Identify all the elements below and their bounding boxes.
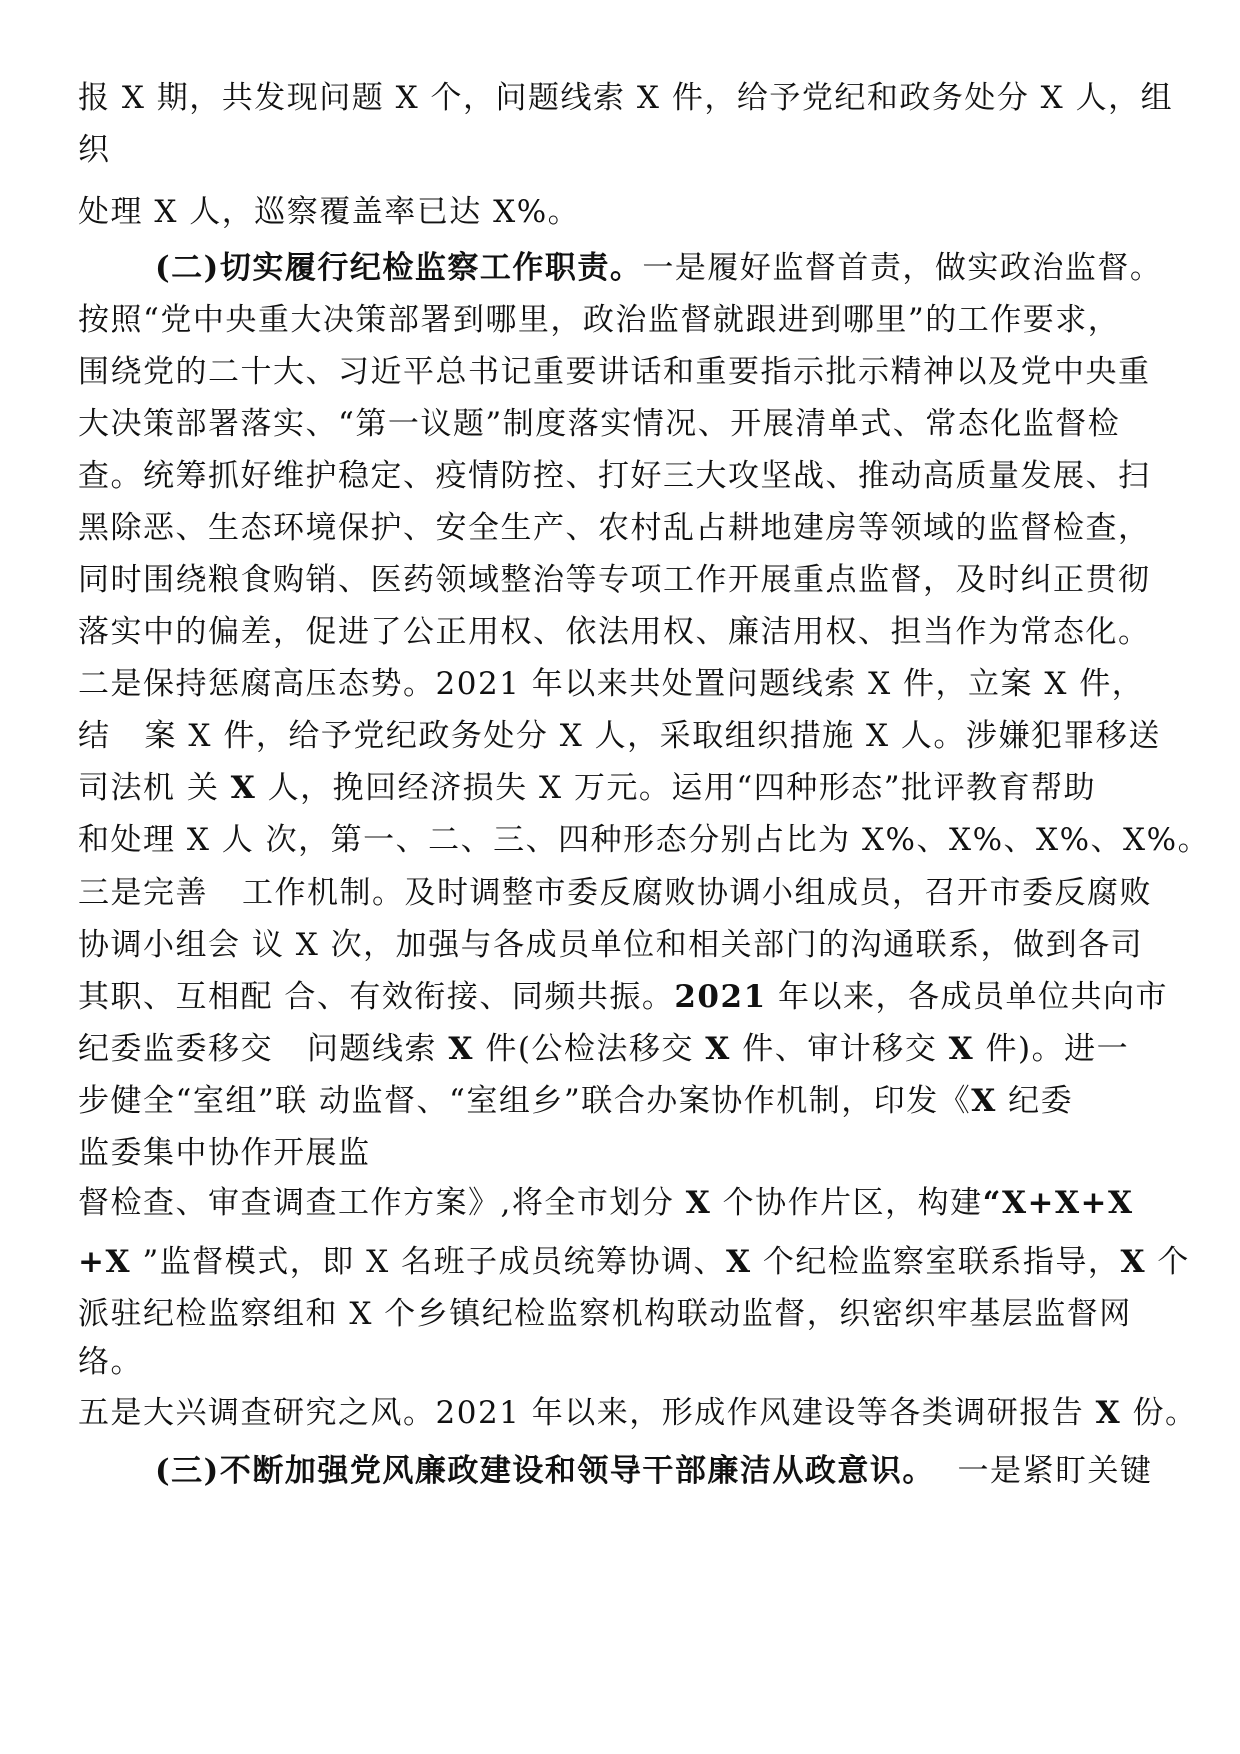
text-run: 按照“党中央重大决策部署到哪里，政治监督就跟进到哪里”的工作要求， [78,302,1121,338]
text-run: 份。 [1121,1395,1198,1431]
bold-text-run: X [726,1244,752,1280]
text-line [78,873,1152,913]
bold-text-run: X [948,1031,975,1067]
text-run: 黑除恶、生态环境保护、安全生产、农村乱占耕地建房等领域的监督检查， [78,510,1151,546]
text-run: 派驻纪检监察组和 X 个乡镇纪检监察机构联动监督，织密织牢基层监督网 [78,1296,1132,1332]
text-run: 个协作片区，构建 [711,1185,983,1221]
text-line [78,1183,1134,1223]
text-run: 一是紧盯关键 [934,1453,1153,1489]
text-line [78,1342,143,1382]
text-line [78,1133,371,1173]
bold-text-run: X [971,1083,997,1119]
text-run: 三是完善 工作机制。及时调整市委反腐败协调小组成员，召开市委反腐败 [78,875,1153,911]
bold-text-run: X [1120,1244,1146,1280]
text-run: 围绕党的二十大、习近平总书记重要讲话和重要指示批示精神以及党中央重 [78,354,1151,390]
text-run: 人，挽回经济损失 X 万元。运用“四种形态”批评教育帮助 [256,770,1097,806]
text-run: 查。统筹抓好维护稳定、疫情防控、打好三大攻坚战、推动高质量发展、扫 [78,458,1151,494]
text-line [78,664,1144,704]
text-line [78,456,1151,496]
text-line [78,352,1151,392]
bold-text-run: X [230,770,257,806]
text-run: 同时围绕粮食购销、医药领域整治等专项工作开展重点监督，及时纠正贯彻 [78,562,1151,598]
bold-text-run: X [685,1185,712,1221]
text-line [78,192,580,232]
text-run: 其职、互相配 合、有效衔接、同频共振。 [78,979,675,1015]
text-run: 报 X 期，共发现问题 X 个，问题线索 X 件，给予党纪和政务处分 X 人，组 [78,80,1174,116]
text-run: 处理 X 人，巡察覆盖率已达 X%。 [78,194,581,230]
text-line [78,925,1143,965]
text-run: 个纪检监察室联系指导， [751,1244,1121,1280]
text-line [78,508,1151,548]
bold-text-run: “X+X+X [982,1185,1134,1221]
text-line [78,1029,1129,1069]
text-run: 个 [1146,1244,1190,1280]
text-line [78,977,1168,1017]
text-run: 年以来，各成员单位共向市 [766,979,1168,1015]
text-run: 件、审计移交 [730,1031,949,1067]
text-line [78,300,1120,340]
text-line [78,716,1161,756]
text-run: 步健全“室组”联 动监督、“室组乡”联合办案协作机制，印发《 [78,1083,972,1119]
text-run: 纪委监委移交 问题线索 [78,1031,449,1067]
text-run: 二是保持惩腐高压态势。2021 年以来共处置问题线索 X 件，立案 X 件， [78,666,1145,702]
text-run: 监委集中协作开展监 [78,1135,371,1171]
text-line [78,130,111,170]
bold-text-run: (二)切实履行纪检监察工作职责。 [155,250,643,286]
bold-text-run: X [705,1031,731,1067]
text-line [78,1393,1198,1433]
text-line [78,820,1210,860]
text-run: 协调小组会 议 X 次，加强与各成员单位和相关部门的沟通联系，做到各司 [78,927,1144,963]
text-line [78,404,1120,444]
text-line [78,1242,1190,1282]
bold-text-run: 2021 [674,979,767,1015]
text-line [78,612,1151,652]
text-run: ”监督模式，即 X 名班子成员统筹协调、 [131,1244,727,1280]
text-line [78,78,1173,118]
bold-text-run: X [1095,1395,1122,1431]
text-line [78,560,1151,600]
text-line [155,248,1162,288]
text-run: 落实中的偏差，促进了公正用权、依法用权、廉洁用权、担当作为常态化。 [78,614,1151,650]
text-line [155,1451,1153,1491]
text-run: 纪委 [996,1083,1074,1119]
text-run: 件)。进一 [974,1031,1130,1067]
bold-text-run: +X [78,1244,132,1280]
text-run: 络。 [78,1344,143,1380]
bold-text-run: (三)不断加强党风廉政建设和领导干部廉洁从政意识。 [155,1453,935,1489]
text-run: 五是大兴调查研究之风。2021 年以来，形成作风建设等各类调研报告 [78,1395,1096,1431]
text-run: 和处理 X 人 次，第一、二、三、四种形态分别占比为 X%、X%、X%、X%。 [78,822,1211,858]
text-line [78,1294,1132,1334]
text-run: 一是履好监督首责，做实政治监督。 [642,250,1163,286]
text-line [78,768,1096,808]
text-run: 织 [78,132,111,168]
text-run: 件(公检法移交 [473,1031,706,1067]
bold-text-run: X [448,1031,474,1067]
text-run: 结 案 X 件，给予党纪政务处分 X 人，采取组织措施 X 人。涉嫌犯罪移送 [78,718,1161,754]
text-run: 司法机 关 [78,770,231,806]
text-line [78,1081,1073,1121]
text-run: 督检查、审查调查工作方案》,将全市划分 [78,1185,686,1221]
text-run: 大决策部署落实、“第一议题”制度落实情况、开展清单式、常态化监督检 [78,406,1121,442]
